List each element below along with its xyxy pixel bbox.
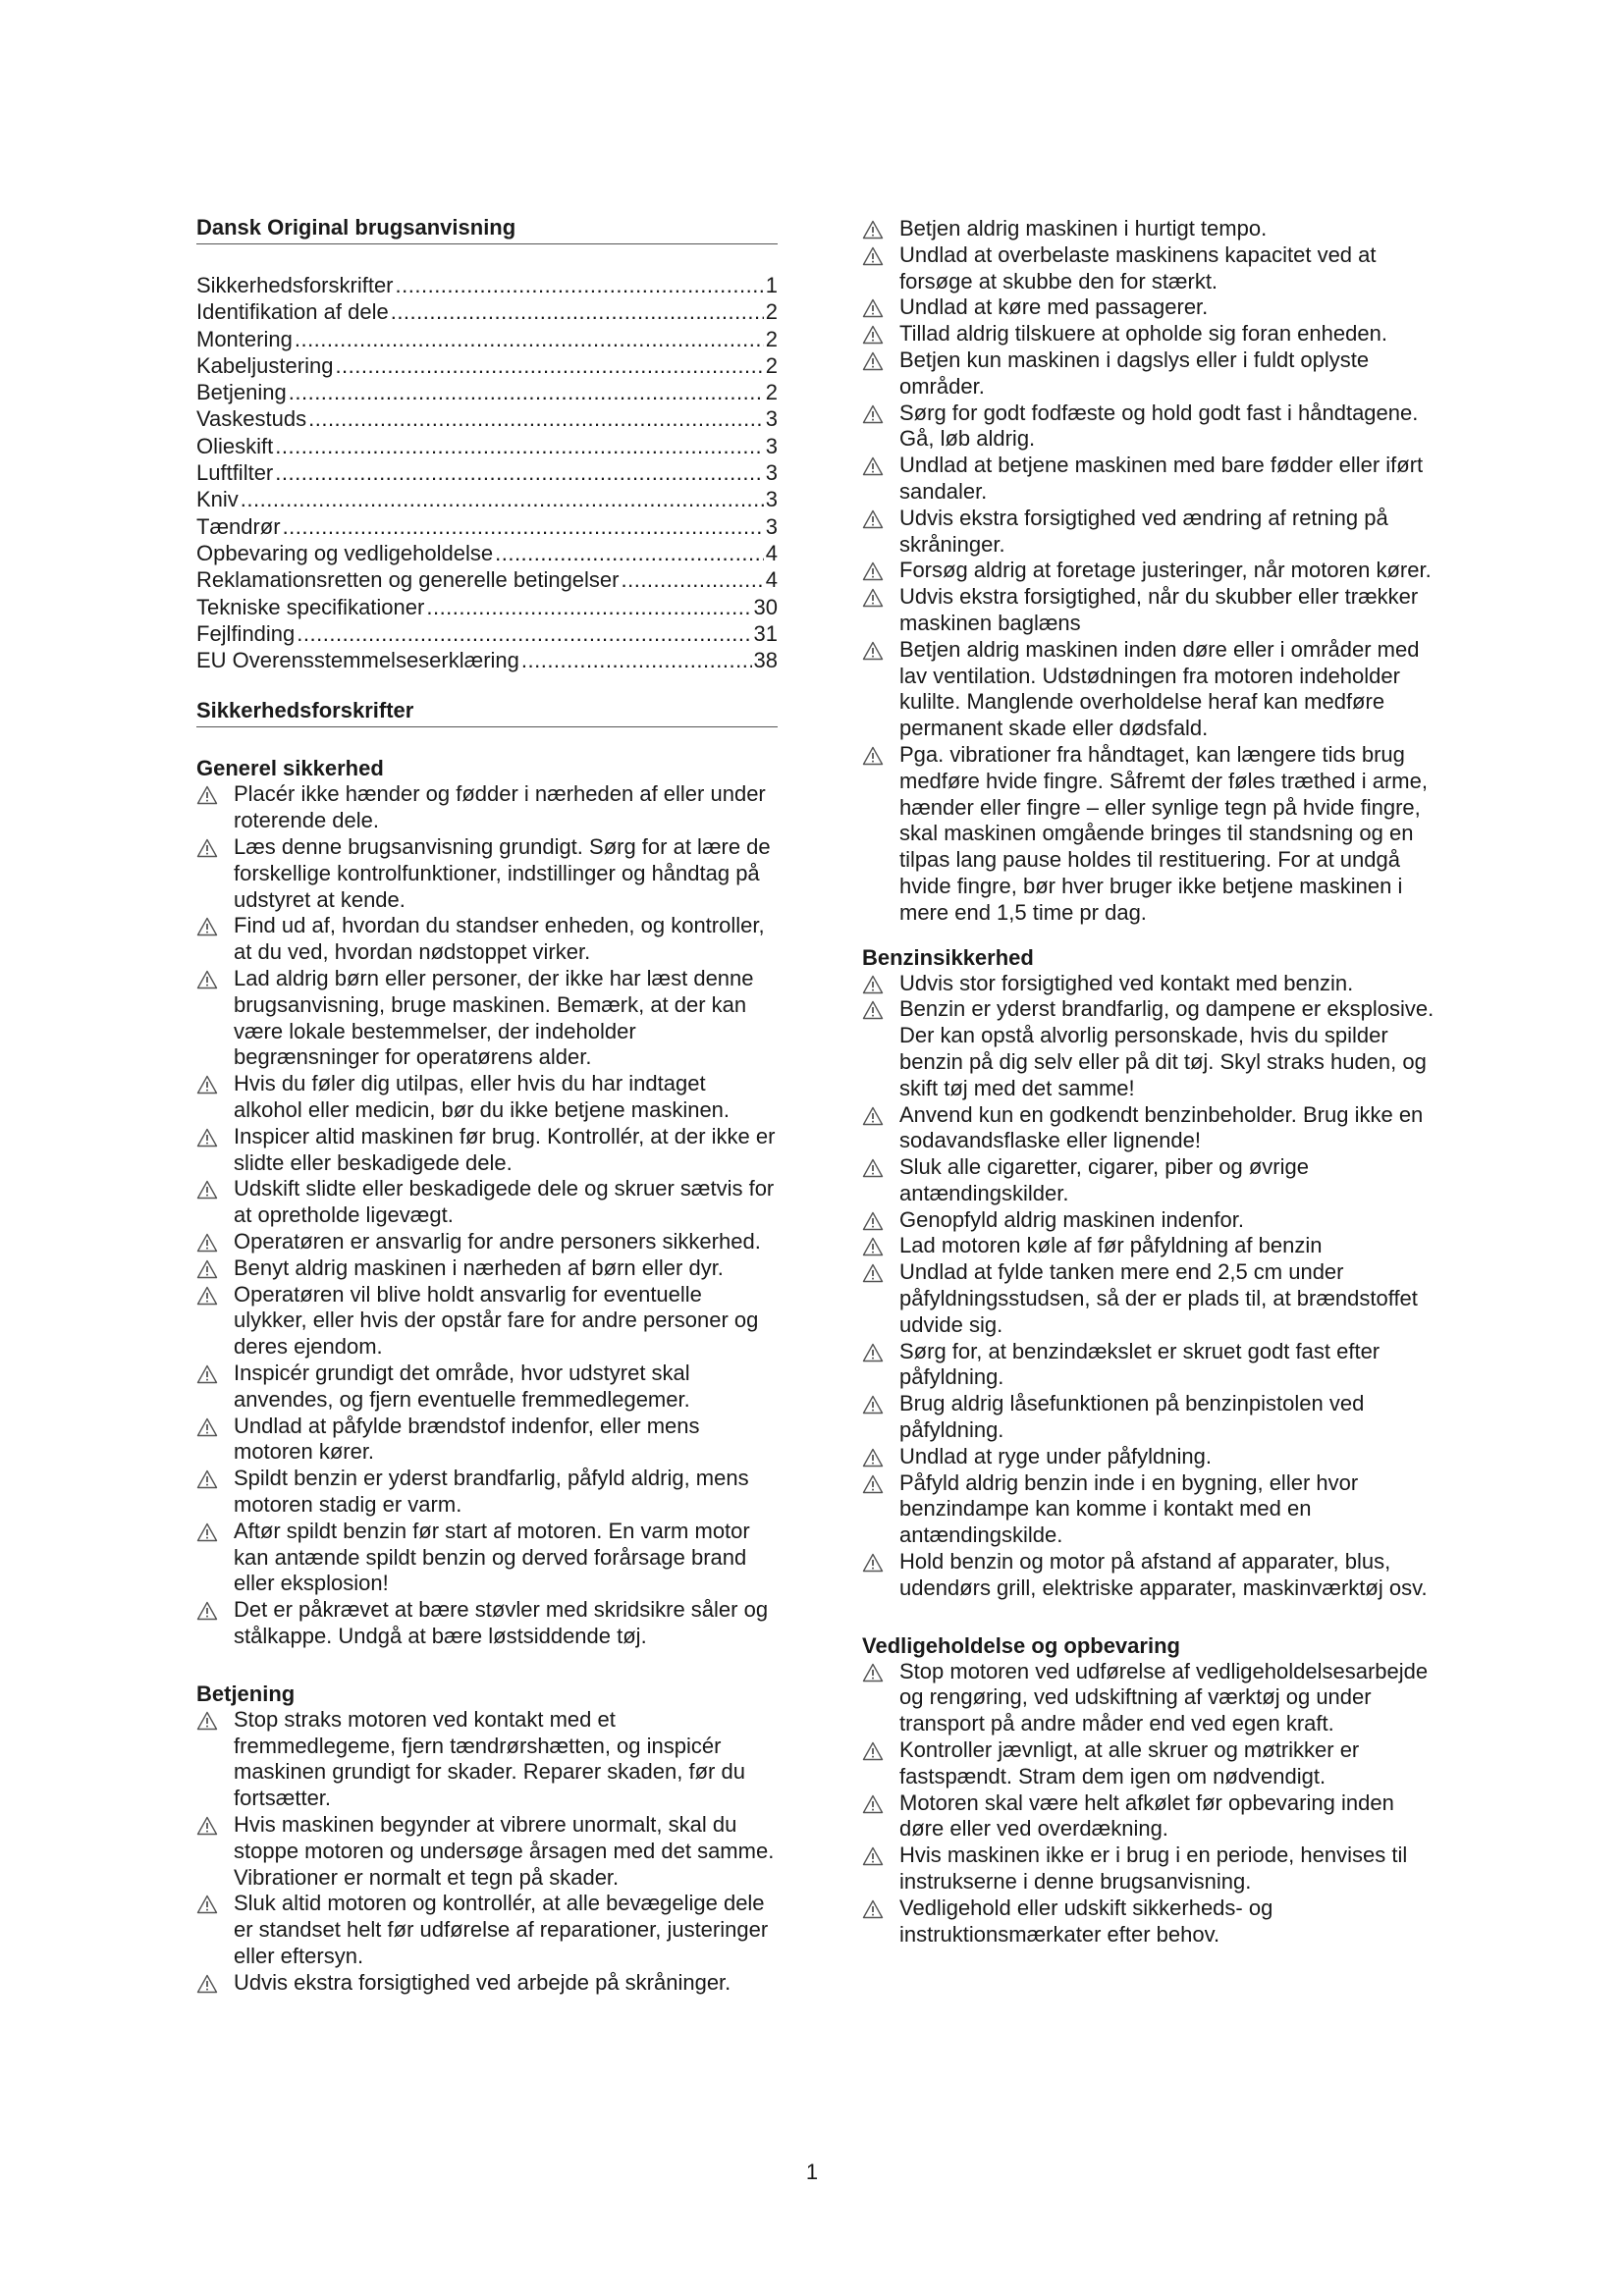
- warning-item: [862, 1737, 1441, 1790]
- toc-leader-dots: [521, 647, 752, 673]
- toc-leader-dots: [426, 594, 751, 620]
- warning-triangle-icon: [196, 1364, 218, 1384]
- warning-triangle-icon: [196, 1286, 218, 1306]
- toc-entry-title: Opbevaring og vedligeholdelse: [196, 540, 494, 565]
- toc-entry-page: 4: [765, 567, 778, 593]
- warning-triangle-icon: [196, 970, 218, 989]
- toc-entry-page: 3: [765, 460, 778, 486]
- warning-text: Undlad at fylde tanken mere end 2,5 cm under påfyldningsstudsen, så der er plads til, at brændstoffet udvide sig.: [899, 1259, 1418, 1337]
- warning-item: [862, 216, 1441, 242]
- warning-triangle-icon: [862, 246, 884, 266]
- warning-text: Læs denne brugsanvisning grundigt. Sørg for at lære de forskellige kontrolfunktioner, indstillinger og håndtag på udstyret at kende.: [234, 834, 771, 912]
- warning-item: [196, 1255, 778, 1282]
- warning-item: [862, 996, 1441, 1101]
- warning-item: [862, 1444, 1441, 1470]
- maintenance-list: [862, 1659, 1441, 1949]
- warning-item: [862, 400, 1441, 454]
- toc-entry-title: Fejlfinding: [196, 620, 296, 646]
- warning-item: [196, 966, 778, 1071]
- warning-item: [862, 1896, 1441, 1949]
- page-number: 1: [805, 2160, 819, 2184]
- toc-entry: [196, 326, 778, 352]
- warning-triangle-icon: [196, 1469, 218, 1489]
- warning-triangle-icon: [196, 1816, 218, 1836]
- warning-text: Undlad at overbelaste maskinens kapacitet ved at forsøge at skubbe den for stærkt.: [899, 241, 1377, 294]
- toc-leader-dots: [295, 326, 764, 352]
- warning-text: Hvis maskinen begynder at vibrere unormalt, skal du stoppe motoren og undersøge årsagen med det samme. Vibrationer er normalt et tegn på skader.: [234, 1811, 775, 1890]
- table-of-contents: [196, 272, 778, 673]
- warning-text: Motoren skal være helt afkølet før opbevaring inden døre eller ved overdækning.: [899, 1789, 1394, 1842]
- warning-item: [862, 1233, 1441, 1259]
- toc-entry-page: 30: [753, 594, 778, 619]
- warning-item: [196, 1414, 778, 1467]
- toc-entry-page: 38: [753, 648, 778, 673]
- warning-text: Det er påkrævet at bære støvler med skridsikre såler og stålkappe. Undgå at bære løstsiddende tøj.: [234, 1597, 769, 1648]
- warning-text: Operatøren er ansvarlig for andre personers sikkerhed.: [234, 1229, 761, 1254]
- warning-item: [862, 1207, 1441, 1234]
- toc-entry-title: Betjening: [196, 380, 287, 405]
- warning-item: [196, 1071, 778, 1124]
- warning-triangle-icon: [862, 746, 884, 766]
- warning-item: [862, 558, 1441, 584]
- toc-leader-dots: [396, 272, 764, 298]
- warning-item: [862, 506, 1441, 559]
- toc-leader-dots: [495, 540, 764, 566]
- warning-triangle-icon: [196, 1180, 218, 1200]
- warning-triangle-icon: [196, 1128, 218, 1148]
- toc-entry: [196, 272, 778, 298]
- toc-entry-title: Reklamationsretten og generelle betingelser: [196, 567, 620, 593]
- warning-triangle-icon: [862, 975, 884, 994]
- toc-leader-dots: [283, 513, 764, 540]
- warning-text: Kontroller jævnligt, at alle skruer og møtrikker er fastspændt. Stram dem igen om nødvendigt.: [899, 1737, 1360, 1789]
- warning-text: Placér ikke hænder og fødder i nærheden af eller under roterende dele.: [234, 781, 766, 833]
- toc-entry: [196, 298, 778, 325]
- warning-text: Udvis ekstra forsigtighed, når du skubber eller trækker maskinen baglæns: [899, 584, 1419, 635]
- warning-text: Operatøren vil blive holdt ansvarlig for eventuelle ulykker, eller hvis der opstår fare for andre personer og deres ejendom.: [234, 1281, 759, 1360]
- operation-heading: Betjening: [196, 1681, 296, 1706]
- warning-text: Udvis ekstra forsigtighed ved arbejde på skråninger.: [234, 1969, 731, 1995]
- toc-entry-title: Tændrør: [196, 513, 281, 539]
- warning-triangle-icon: [862, 1663, 884, 1682]
- warning-triangle-icon: [862, 1448, 884, 1468]
- toc-entry: [196, 486, 778, 512]
- warning-item: [862, 453, 1441, 506]
- warning-triangle-icon: [862, 1794, 884, 1814]
- warning-triangle-icon: [862, 641, 884, 661]
- warning-triangle-icon: [196, 838, 218, 858]
- warning-text: Sørg for godt fodfæste og hold godt fast i håndtagene. Gå, løb aldrig.: [899, 400, 1419, 452]
- warning-triangle-icon: [862, 1158, 884, 1178]
- warning-text: Betjen kun maskinen i dagslys eller i fuldt oplyste områder.: [899, 347, 1370, 399]
- warning-triangle-icon: [862, 1000, 884, 1020]
- toc-leader-dots: [335, 352, 763, 379]
- warning-triangle-icon: [862, 588, 884, 608]
- warning-item: [196, 913, 778, 966]
- maintenance-heading: Vedligeholdelse og opbevaring: [862, 1632, 1180, 1658]
- toc-entry-page: 3: [765, 433, 778, 458]
- warning-triangle-icon: [862, 1237, 884, 1256]
- warning-triangle-icon: [862, 1395, 884, 1415]
- warning-text: Undlad at køre med passagerer.: [899, 294, 1209, 320]
- warning-item: [862, 1659, 1441, 1737]
- toc-entry-title: Montering: [196, 326, 293, 351]
- warning-triangle-icon: [196, 1974, 218, 1994]
- warning-item: [196, 1466, 778, 1519]
- warning-triangle-icon: [862, 1846, 884, 1866]
- warning-triangle-icon: [862, 220, 884, 240]
- warning-text: Vedligehold eller udskift sikkerheds- og instruktionsmærkater efter behov.: [899, 1895, 1273, 1947]
- toc-entry-title: Luftfilter: [196, 460, 274, 486]
- toc-entry: [196, 459, 778, 486]
- fuel-safety-heading: Benzinsikkerhed: [862, 944, 1034, 970]
- warning-item: [196, 1282, 778, 1361]
- warning-item: [196, 1176, 778, 1229]
- warning-triangle-icon: [196, 1417, 218, 1437]
- warning-triangle-icon: [862, 1343, 884, 1362]
- warning-text: Aftør spildt benzin før start af motoren. En varm motor kan antænde spildt benzin og derved forårsage brand eller eksplosion!: [234, 1518, 750, 1596]
- warning-text: Spildt benzin er yderst brandfarlig, påfyld aldrig, mens motoren stadig er varm.: [234, 1466, 749, 1517]
- toc-leader-dots: [621, 566, 763, 593]
- warning-text: Sluk alle cigaretter, cigarer, piber og øvrige antændingskilder.: [899, 1154, 1309, 1205]
- warning-item: [196, 781, 778, 834]
- warning-triangle-icon: [862, 325, 884, 345]
- warning-item: [862, 1339, 1441, 1392]
- operation-list-continued: [862, 216, 1441, 927]
- warning-item: [196, 1597, 778, 1650]
- toc-entry: [196, 540, 778, 566]
- warning-triangle-icon: [862, 404, 884, 424]
- toc-entry: [196, 379, 778, 405]
- warning-item: [862, 1102, 1441, 1155]
- warning-text: Lad motoren køle af før påfyldning af benzin: [899, 1233, 1323, 1258]
- toc-entry-page: 31: [753, 620, 778, 646]
- warning-triangle-icon: [862, 1741, 884, 1761]
- toc-entry-page: 4: [765, 540, 778, 565]
- warning-text: Stop straks motoren ved kontakt med et fremmedlegeme, fjern tændrørshætten, og inspicér maskinen grundigt for skader. Reparer skaden, før du fortsætter.: [234, 1706, 745, 1811]
- toc-entry-title: Kabeljustering: [196, 352, 334, 378]
- toc-leader-dots: [289, 379, 764, 405]
- warning-text: Benzin er yderst brandfarlig, og dampene er eksplosive. Der kan opstå alvorlig personskade, hvis du spilder benzin på dig selv eller på dit tøj. Skyl straks huden, og skift tøj med det samme!: [899, 996, 1435, 1100]
- warning-item: [862, 1259, 1441, 1338]
- toc-entry-page: 2: [765, 326, 778, 351]
- warning-text: Sluk altid motoren og kontrollér, at alle bevægelige dele er standset helt før udførelse af reparationer, justeringer eller eftersyn.: [234, 1891, 769, 1968]
- warning-triangle-icon: [862, 509, 884, 529]
- toc-entry-title: Sikkerhedsforskrifter: [196, 273, 394, 297]
- toc-entry-title: Kniv: [196, 487, 239, 512]
- toc-leader-dots: [241, 486, 764, 512]
- warning-item: [196, 1812, 778, 1891]
- warning-text: Betjen aldrig maskinen inden døre eller i områder med lav ventilation. Udstødningen fra motoren indeholder kulilte. Manglende overholdelse heraf kan medføre permanent skade eller dødsfald.: [899, 636, 1420, 741]
- warning-triangle-icon: [862, 1474, 884, 1494]
- warning-text: Find ud af, hvordan du standser enheden, og kontroller, at du ved, hvordan nødstoppet virker.: [234, 913, 765, 965]
- warning-item: [196, 1707, 778, 1812]
- warning-text: Undlad at påfylde brændstof indenfor, eller mens motoren kører.: [234, 1413, 700, 1465]
- toc-entry-title: Tekniske specifikationer: [196, 594, 425, 619]
- warning-triangle-icon: [862, 1106, 884, 1126]
- operation-list: [196, 1707, 778, 1997]
- toc-entry: [196, 620, 778, 647]
- warning-item: [862, 637, 1441, 742]
- toc-entry: [196, 433, 778, 459]
- warning-text: Genopfyld aldrig maskinen indenfor.: [899, 1206, 1244, 1232]
- toc-entry-page: 2: [765, 299, 778, 325]
- warning-item: [862, 742, 1441, 927]
- warning-triangle-icon: [196, 1075, 218, 1095]
- warning-item: [196, 1970, 778, 1997]
- toc-entry-title: Vaskestuds: [196, 406, 307, 432]
- toc-entry: [196, 352, 778, 379]
- right-column: [862, 216, 1441, 1948]
- warning-text: Tillad aldrig tilskuere at opholde sig foran enheden.: [899, 321, 1387, 347]
- warning-text: Anvend kun en godkendt benzinbeholder. Brug ikke en sodavandsflaske eller lignende!: [899, 1101, 1424, 1153]
- warning-text: Forsøg aldrig at foretage justeringer, når motoren kører.: [899, 558, 1432, 583]
- warning-item: [196, 1891, 778, 1969]
- warning-item: [862, 971, 1441, 997]
- warning-triangle-icon: [862, 1263, 884, 1283]
- warning-triangle-icon: [862, 1553, 884, 1573]
- warning-triangle-icon: [196, 785, 218, 805]
- safety-section-title: Sikkerhedsforskrifter: [196, 697, 778, 727]
- warning-triangle-icon: [196, 917, 218, 936]
- toc-entry: [196, 647, 778, 673]
- toc-entry-page: 1: [765, 273, 778, 297]
- toc-entry-title: Olieskift: [196, 433, 274, 458]
- toc-leader-dots: [275, 433, 764, 459]
- warning-triangle-icon: [862, 561, 884, 581]
- warning-triangle-icon: [196, 1233, 218, 1253]
- warning-item: [862, 1842, 1441, 1896]
- warning-text: Undlad at ryge under påfyldning.: [899, 1443, 1212, 1468]
- toc-entry-page: 2: [765, 352, 778, 378]
- fuel-safety-list: [862, 971, 1441, 1602]
- warning-item: [196, 1519, 778, 1597]
- general-safety-list: [196, 781, 778, 1649]
- warning-text: Inspicér grundigt det område, hvor udstyret skal anvendes, og fjern eventuelle fremmedlegemer.: [234, 1360, 690, 1412]
- warning-text: Lad aldrig børn eller personer, der ikke har læst denne brugsanvisning, bruge maskinen. Bemærk, at der kan være lokale bestemmelser, der indeholder begrænsninger for operatørens alder.: [234, 966, 754, 1070]
- warning-item: [862, 321, 1441, 347]
- warning-text: Undlad at betjene maskinen med bare fødder eller iført sandaler.: [899, 453, 1424, 504]
- general-safety-heading: Generel sikkerhed: [196, 756, 384, 781]
- warning-item: [862, 1549, 1441, 1602]
- warning-triangle-icon: [196, 1522, 218, 1542]
- toc-leader-dots: [391, 298, 764, 325]
- warning-item: [862, 1790, 1441, 1843]
- toc-entry-title: Identifikation af dele: [196, 299, 389, 325]
- warning-text: Hold benzin og motor på afstand af apparater, blus, udendørs grill, elektriske apparater, maskinværktøj osv.: [899, 1549, 1428, 1600]
- warning-item: [196, 1124, 778, 1177]
- warning-triangle-icon: [862, 456, 884, 476]
- toc-entry: [196, 405, 778, 432]
- toc-leader-dots: [275, 459, 763, 486]
- warning-triangle-icon: [196, 1895, 218, 1914]
- warning-triangle-icon: [862, 298, 884, 318]
- warning-text: Udskift slidte eller beskadigede dele og skruer sætvis for at opretholde ligevægt.: [234, 1176, 775, 1228]
- warning-text: Udvis ekstra forsigtighed ved ændring af retning på skråninger.: [899, 505, 1388, 557]
- warning-item: [196, 1361, 778, 1414]
- warning-item: [862, 1154, 1441, 1207]
- warning-text: Hvis maskinen ikke er i brug i en periode, henvises til instrukserne i denne brugsanvisning.: [899, 1842, 1408, 1895]
- warning-item: [862, 1391, 1441, 1444]
- toc-entry: [196, 513, 778, 540]
- warning-text: Udvis stor forsigtighed ved kontakt med benzin.: [899, 970, 1354, 995]
- document-title: Dansk Original brugsanvisning: [196, 214, 778, 244]
- warning-text: Påfyld aldrig benzin inde i en bygning, eller hvor benzindampe kan komme i kontakt med en antændingskilde.: [899, 1469, 1359, 1548]
- toc-leader-dots: [297, 620, 751, 647]
- toc-entry-title: EU Overensstemmelseserklæring: [196, 648, 519, 673]
- warning-item: [862, 242, 1441, 295]
- warning-item: [862, 584, 1441, 637]
- warning-triangle-icon: [196, 1259, 218, 1279]
- toc-entry: [196, 594, 778, 620]
- warning-item: [862, 294, 1441, 321]
- warning-text: Betjen aldrig maskinen i hurtigt tempo.: [899, 216, 1268, 240]
- left-column: [196, 214, 778, 1997]
- toc-leader-dots: [308, 405, 764, 432]
- warning-triangle-icon: [862, 1211, 884, 1231]
- warning-triangle-icon: [862, 1899, 884, 1919]
- warning-text: Stop motoren ved udførelse af vedligeholdelsesarbejde og rengøring, ved udskiftning af værktøj og under transport på andre måder end ved egen kraft.: [899, 1658, 1429, 1736]
- toc-entry-page: 2: [765, 380, 778, 405]
- warning-text: Pga. vibrationer fra håndtaget, kan længere tids brug medføre hvide fingre. Såfremt der føles træthed i arme, hænder eller fingre – eller synlige tegn på hvide fingre, skal maskinen omgående bringes til standsning og en tilpas lang pause holdes til restituering. For at undgå hvide fingre, bør hver bruger ikke betjene maskinen i mere end 1,5 time pr dag.: [899, 741, 1428, 925]
- warning-item: [196, 1229, 778, 1255]
- toc-entry-page: 3: [765, 487, 778, 512]
- warning-item: [862, 347, 1441, 400]
- warning-triangle-icon: [196, 1601, 218, 1621]
- warning-item: [862, 1470, 1441, 1549]
- warning-text: Benyt aldrig maskinen i nærheden af børn eller dyr.: [234, 1255, 724, 1280]
- warning-text: Hvis du føler dig utilpas, eller hvis du har indtaget alkohol eller medicin, bør du ikke betjene maskinen.: [234, 1071, 731, 1123]
- warning-triangle-icon: [196, 1711, 218, 1731]
- toc-entry-page: 3: [765, 513, 778, 539]
- warning-item: [196, 834, 778, 913]
- warning-triangle-icon: [862, 351, 884, 371]
- toc-entry-page: 3: [765, 406, 778, 432]
- toc-entry: [196, 566, 778, 593]
- warning-text: Sørg for, at benzindækslet er skruet godt fast efter påfyldning.: [899, 1338, 1380, 1390]
- warning-text: Brug aldrig låsefunktionen på benzinpistolen ved påfyldning.: [899, 1391, 1365, 1443]
- warning-text: Inspicer altid maskinen før brug. Kontrollér, at der ikke er slidte eller beskadigede dele.: [234, 1123, 776, 1175]
